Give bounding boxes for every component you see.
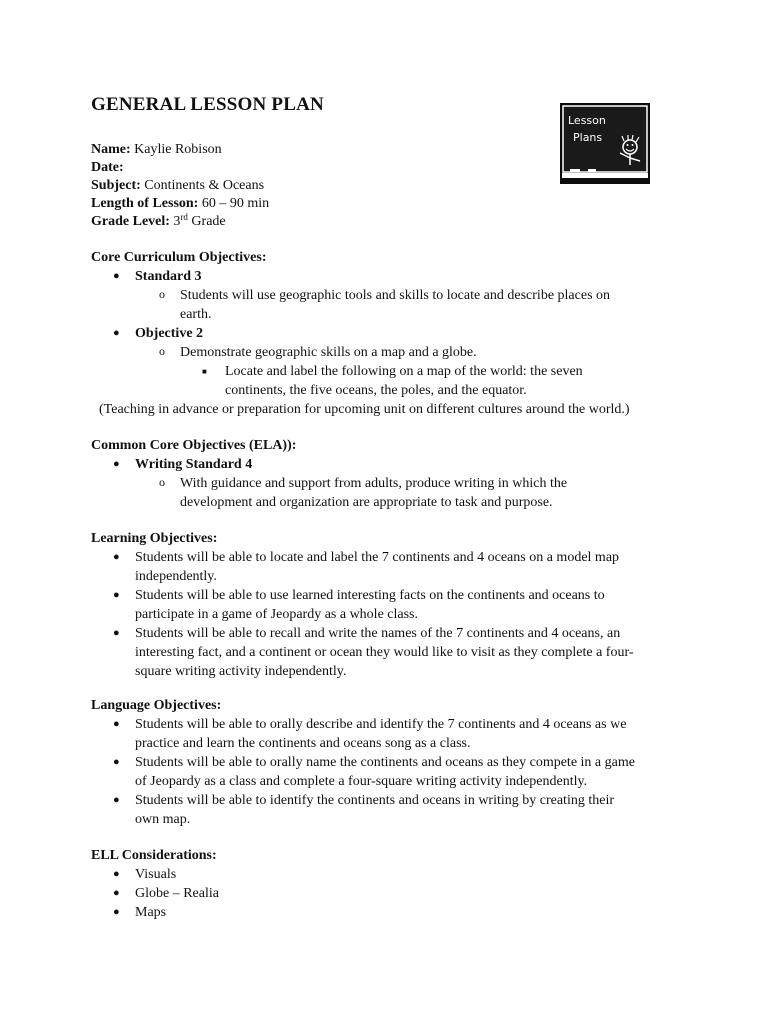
list-item: ● Students will be able to use learned interesting facts on the continents and oceans to participate in a game of Jeopardy as a whole class. (113, 588, 605, 622)
bullet-icon: ● (113, 794, 120, 806)
list-item: o With guidance and support from adults, produce writing in which the development and organization are appropriate to task and purpose. (159, 475, 568, 510)
lesson-info (91, 141, 269, 231)
bullet-icon: ● (113, 756, 120, 768)
bullet-icon: ● (113, 327, 120, 339)
name-row: Name: Kaylie Robison (91, 142, 222, 157)
list-item: ● Maps (113, 905, 167, 920)
bullet-icon: ● (113, 887, 120, 899)
list-item: ■ Locate and label the following on a map of the world: the seven continents, the five oceans, the poles, and the equator. (202, 364, 583, 398)
bullet-icon: ● (113, 270, 120, 282)
core-note: (Teaching in advance or preparation for upcoming unit on different cultures around the world.) (99, 402, 630, 417)
ell-considerations-section (91, 846, 681, 922)
ell-heading: ELL Considerations: (91, 848, 217, 863)
list-item: ● Students will be able to orally describe and identify the 7 continents and 4 oceans as we practice and learn the continents and oceans song as a class. (113, 717, 627, 751)
chalkboard-icon (560, 103, 650, 184)
list-item: o Demonstrate geographic skills on a map and a globe. (159, 344, 477, 360)
grade-row: Grade Level: 3rd Grade (91, 212, 226, 229)
length-row: Length of Lesson: 60 – 90 min (91, 196, 270, 211)
square-bullet-icon: ■ (202, 367, 207, 376)
list-item: ● Objective 2 (113, 326, 204, 341)
learning-heading: Learning Objectives: (91, 531, 218, 546)
lesson-plans-logo (560, 103, 650, 184)
logo-line1: Lesson (568, 114, 606, 127)
bullet-icon: ● (113, 627, 120, 639)
list-item: ● Writing Standard 4 (113, 457, 253, 472)
date-row: Date: (91, 160, 124, 175)
list-item: ● Students will be able to identify the continents and oceans in writing by creating their own map. (113, 793, 614, 827)
core-heading: Core Curriculum Objectives: (91, 250, 267, 265)
list-item: ● Globe – Realia (113, 886, 219, 901)
circle-bullet-icon: o (159, 287, 165, 301)
list-item: ● Standard 3 (113, 269, 202, 284)
core-curriculum-section (91, 248, 681, 419)
bullet-icon: ● (113, 868, 120, 880)
subject-value: Continents & Oceans (144, 178, 265, 193)
list-item: ● Students will be able to locate and label the 7 continents and 4 oceans on a model map independently. (113, 550, 620, 584)
list-item: ● Students will be able to recall and write the names of the 7 continents and 4 oceans, an interesting fact, and a continent or ocean they would like to visit as they complete a four- square writing activity independently. (113, 626, 634, 679)
list-item: ● Students will be able to orally name the continents and oceans as they compete in a game of Jeopardy as a class and complete a four-square writing activity independently. (113, 755, 635, 789)
common-core-section (91, 436, 681, 512)
name-value: Kaylie Robison (134, 142, 222, 157)
list-item: o Students will use geographic tools and skills to locate and describe places on earth. (159, 287, 611, 322)
common-core-heading: Common Core Objectives (ELA)): (91, 438, 297, 453)
learning-objectives-section (91, 529, 681, 681)
language-objectives-section (91, 696, 681, 829)
length-value: 60 – 90 min (201, 196, 270, 211)
bullet-icon: ● (113, 551, 120, 563)
bullet-icon: ● (113, 589, 120, 601)
bullet-icon: ● (113, 906, 120, 918)
page-title: GENERAL LESSON PLAN (91, 94, 324, 115)
logo-line2: Plans (573, 131, 603, 144)
list-item: ● Visuals (113, 867, 177, 882)
subject-row: Subject: Continents & Oceans (91, 178, 265, 193)
bullet-icon: ● (113, 458, 120, 470)
circle-bullet-icon: o (159, 344, 165, 358)
bullet-icon: ● (113, 718, 120, 730)
language-heading: Language Objectives: (91, 698, 222, 713)
circle-bullet-icon: o (159, 475, 165, 489)
